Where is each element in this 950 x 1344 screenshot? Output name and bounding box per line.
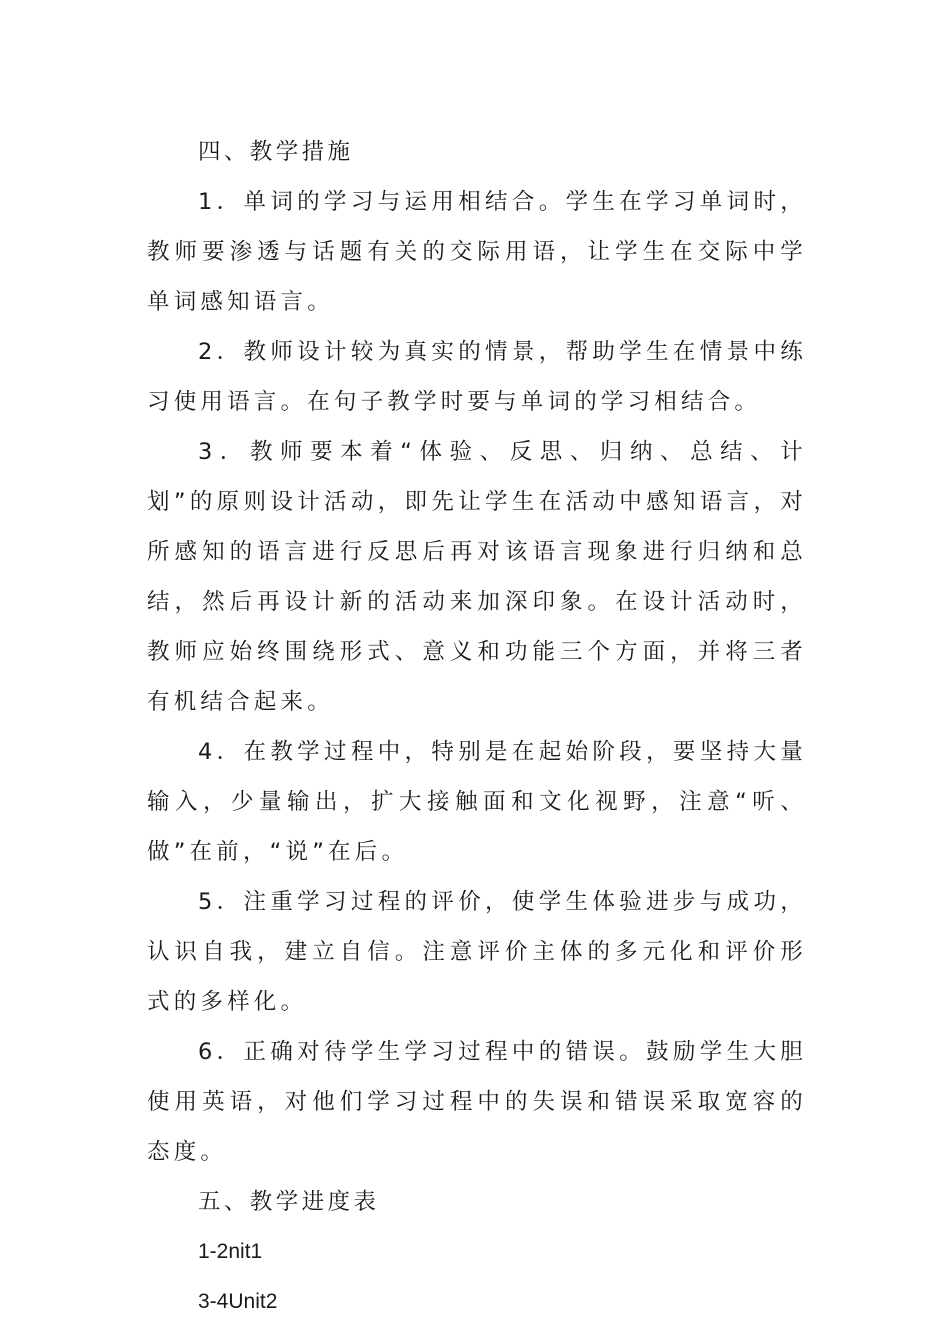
schedule-entry: 1-2nit1 [198,1240,263,1263]
measure-item-6: 6．正确对待学生学习过程中的错误。鼓励学生大胆使用英语，对他们学习过程中的失误和错误采取宽容的态度。 [147,1039,807,1165]
section-heading-schedule: 五、教学进度表 [198,1189,380,1215]
measure-item-2: 2．教师设计较为真实的情景，帮助学生在情景中练习使用语言。在句子教学时要与单词的学习相结合。 [147,339,807,415]
schedule-entry: 3-4Unit2 [198,1290,278,1313]
measure-item-4: 4．在教学过程中，特别是在起始阶段，要坚持大量输入，少量输出，扩大接触面和文化视野，注意“听、做”在前，“说”在后。 [147,739,807,865]
measure-item-1: 1．单词的学习与运用相结合。学生在学习单词时，教师要渗透与话题有关的交际用语，让学生在交际中学单词感知语言。 [147,189,807,315]
measure-item-3: 3．教师要本着“体验、反思、归纳、总结、计划”的原则设计活动，即先让学生在活动中感知语言，对所感知的语言进行反思后再对该语言现象进行归纳和总结，然后再设计新的活动来加深印象。在设计活动时，教师应始终围绕形式、意义和功能三个方面，并将三者有机结合起来。 [147,439,807,715]
section-heading-teaching-measures: 四、教学措施 [198,139,354,165]
measure-item-5: 5．注重学习过程的评价，使学生体验进步与成功，认识自我，建立自信。注意评价主体的多元化和评价形式的多样化。 [147,889,807,1015]
document-body [147,127,807,1327]
